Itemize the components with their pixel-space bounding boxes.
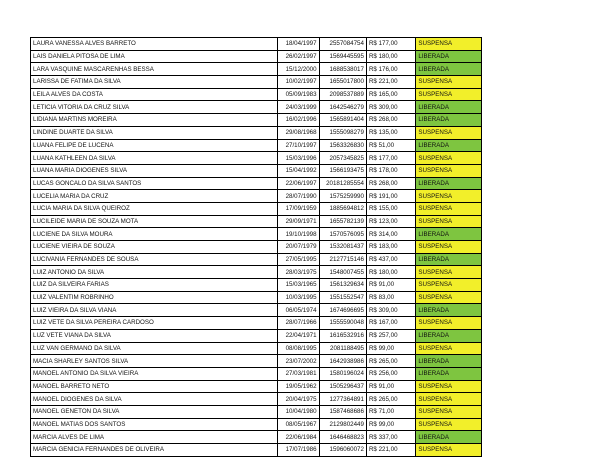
status-cell: SUSPENSA: [416, 279, 482, 292]
name-cell: LUIZ VALENTIM ROBRINHO: [31, 291, 278, 304]
status-cell: SUSPENSA: [416, 444, 482, 457]
table-row[interactable]: [31, 418, 482, 431]
status-cell: LIBERADA: [416, 228, 482, 241]
table-row[interactable]: [31, 228, 482, 241]
amount-cell: R$ 265,00: [366, 393, 415, 406]
birth-date-cell: 20/04/1975: [278, 393, 319, 406]
status-cell: LIBERADA: [416, 63, 482, 76]
id-number-cell: 2557084754: [319, 38, 366, 51]
table-row[interactable]: [31, 342, 482, 355]
name-cell: MANOEL ANTONIO DA SILVA VIEIRA: [31, 367, 278, 380]
id-number-cell: 1548007455: [319, 266, 366, 279]
status-cell: LIBERADA: [416, 253, 482, 266]
id-number-cell: 1277364891: [319, 393, 366, 406]
name-cell: LUANA FELIPE DE LUCENA: [31, 139, 278, 152]
birth-date-cell: 22/04/1971: [278, 329, 319, 342]
amount-cell: R$ 337,00: [366, 431, 415, 444]
id-number-cell: 2098537889: [319, 88, 366, 101]
id-number-cell: 1642546279: [319, 101, 366, 114]
birth-date-cell: 26/02/1997: [278, 50, 319, 63]
amount-cell: R$ 256,00: [366, 367, 415, 380]
id-number-cell: 1885694812: [319, 202, 366, 215]
table-row[interactable]: [31, 253, 482, 266]
id-number-cell: 1575259990: [319, 190, 366, 203]
name-cell: LEILA ALVES DA COSTA: [31, 88, 278, 101]
amount-cell: R$ 180,00: [366, 50, 415, 63]
id-number-cell: 1616532916: [319, 329, 366, 342]
id-number-cell: 1587468686: [319, 405, 366, 418]
amount-cell: R$ 91,00: [366, 380, 415, 393]
id-number-cell: 1642938986: [319, 355, 366, 368]
table-row[interactable]: [31, 241, 482, 254]
table-row[interactable]: [31, 304, 482, 317]
name-cell: LARA VASQUINE MASCARENHAS BESSA: [31, 63, 278, 76]
name-cell: LUIZ VIEIRA DA SILVA VIANA: [31, 304, 278, 317]
name-cell: LUZ VETE VIANA DA SILVA: [31, 329, 278, 342]
birth-date-cell: 29/08/1968: [278, 126, 319, 139]
amount-cell: R$ 265,00: [366, 355, 415, 368]
name-cell: MARCIA ALVES DE LIMA: [31, 431, 278, 444]
birth-date-cell: 10/02/1997: [278, 76, 319, 89]
name-cell: LUIZ VETE DA SILVA PEREIRA CARDOSO: [31, 317, 278, 330]
name-cell: LETICIA VITORIA DA CRUZ SILVA: [31, 101, 278, 114]
status-cell: SUSPENSA: [416, 152, 482, 165]
name-cell: LUIZ DA SILVEIRA FARIAS: [31, 279, 278, 292]
status-cell: LIBERADA: [416, 114, 482, 127]
birth-date-cell: 10/04/1980: [278, 405, 319, 418]
table-row[interactable]: [31, 139, 482, 152]
id-number-cell: 1688538017: [319, 63, 366, 76]
amount-cell: R$ 99,00: [366, 418, 415, 431]
amount-cell: R$ 91,00: [366, 279, 415, 292]
status-cell: SUSPENSA: [416, 126, 482, 139]
records-table: [30, 37, 482, 457]
id-number-cell: 1655017800: [319, 76, 366, 89]
birth-date-cell: 15/04/1992: [278, 164, 319, 177]
status-cell: LIBERADA: [416, 101, 482, 114]
birth-date-cell: 23/07/2002: [278, 355, 319, 368]
status-cell: SUSPENSA: [416, 266, 482, 279]
amount-cell: R$ 268,00: [366, 114, 415, 127]
status-cell: SUSPENSA: [416, 418, 482, 431]
table-row[interactable]: [31, 355, 482, 368]
status-cell: SUSPENSA: [416, 405, 482, 418]
id-number-cell: 1555590048: [319, 317, 366, 330]
birth-date-cell: 10/03/1995: [278, 291, 319, 304]
amount-cell: R$ 176,00: [366, 63, 415, 76]
amount-cell: R$ 309,00: [366, 304, 415, 317]
id-number-cell: 1646468823: [319, 431, 366, 444]
name-cell: MANOEL MATIAS DOS SANTOS: [31, 418, 278, 431]
name-cell: LUCIA MARIA DA SILVA QUEIROZ: [31, 202, 278, 215]
name-cell: LUCELIA MARIA DA CRUZ: [31, 190, 278, 203]
table-row[interactable]: [31, 215, 482, 228]
name-cell: MARCIA GENICIA FERNANDES DE OLIVEIRA: [31, 444, 278, 457]
table-row[interactable]: [31, 101, 482, 114]
id-number-cell: 2129802449: [319, 418, 366, 431]
birth-date-cell: 27/05/1995: [278, 253, 319, 266]
amount-cell: R$ 183,00: [366, 241, 415, 254]
name-cell: LUCIENE VIEIRA DE SOUZA: [31, 241, 278, 254]
birth-date-cell: 22/06/1997: [278, 177, 319, 190]
id-number-cell: 1566193475: [319, 164, 366, 177]
name-cell: MACIA SHARLEY SANTOS SILVA: [31, 355, 278, 368]
birth-date-cell: 29/09/1971: [278, 215, 319, 228]
amount-cell: R$ 191,00: [366, 190, 415, 203]
birth-date-cell: 28/03/1975: [278, 266, 319, 279]
id-number-cell: 20181285554: [319, 177, 366, 190]
birth-date-cell: 08/05/1967: [278, 418, 319, 431]
id-number-cell: 1563326830: [319, 139, 366, 152]
status-cell: SUSPENSA: [416, 38, 482, 51]
birth-date-cell: 17/09/1959: [278, 202, 319, 215]
id-number-cell: 1505296437: [319, 380, 366, 393]
name-cell: LUANA MARIA DIOGENES SILVA: [31, 164, 278, 177]
spreadsheet: [30, 37, 482, 457]
status-cell: SUSPENSA: [416, 317, 482, 330]
id-number-cell: 1555098279: [319, 126, 366, 139]
name-cell: LUANA KATHLEEN DA SILVA: [31, 152, 278, 165]
id-number-cell: 1570576095: [319, 228, 366, 241]
table-row[interactable]: [31, 38, 482, 51]
id-number-cell: 2057345825: [319, 152, 366, 165]
status-cell: LIBERADA: [416, 50, 482, 63]
name-cell: LIDIANA MARTINS MOREIRA: [31, 114, 278, 127]
id-number-cell: 1655782139: [319, 215, 366, 228]
birth-date-cell: 15/03/1965: [278, 279, 319, 292]
id-number-cell: 1532081437: [319, 241, 366, 254]
table-row[interactable]: [31, 190, 482, 203]
table-row[interactable]: [31, 279, 482, 292]
status-cell: LIBERADA: [416, 431, 482, 444]
amount-cell: R$ 165,00: [366, 88, 415, 101]
table-row[interactable]: [31, 202, 482, 215]
name-cell: LARISSA DE FATIMA DA SILVA: [31, 76, 278, 89]
amount-cell: R$ 221,00: [366, 76, 415, 89]
table-row[interactable]: [31, 164, 482, 177]
amount-cell: R$ 135,00: [366, 126, 415, 139]
id-number-cell: 1580196024: [319, 367, 366, 380]
records-table-body: [31, 38, 482, 457]
table-row[interactable]: [31, 88, 482, 101]
amount-cell: R$ 309,00: [366, 101, 415, 114]
name-cell: LUZ VAN GERMANO DA SILVA: [31, 342, 278, 355]
amount-cell: R$ 155,00: [366, 202, 415, 215]
birth-date-cell: 15/12/2000: [278, 63, 319, 76]
status-cell: SUSPENSA: [416, 380, 482, 393]
id-number-cell: 1565891404: [319, 114, 366, 127]
birth-date-cell: 27/03/1981: [278, 367, 319, 380]
birth-date-cell: 17/07/1986: [278, 444, 319, 457]
table-row[interactable]: [31, 291, 482, 304]
birth-date-cell: 16/02/1996: [278, 114, 319, 127]
amount-cell: R$ 123,00: [366, 215, 415, 228]
table-row[interactable]: [31, 393, 482, 406]
amount-cell: R$ 99,00: [366, 342, 415, 355]
birth-date-cell: 28/07/1990: [278, 190, 319, 203]
name-cell: LAIS DANIELA PITOSA DE LIMA: [31, 50, 278, 63]
amount-cell: R$ 71,00: [366, 405, 415, 418]
id-number-cell: 2127715146: [319, 253, 366, 266]
amount-cell: R$ 257,00: [366, 329, 415, 342]
status-cell: SUSPENSA: [416, 291, 482, 304]
birth-date-cell: 22/06/1984: [278, 431, 319, 444]
name-cell: LUIZ ANTONIO DA SILVA: [31, 266, 278, 279]
amount-cell: R$ 51,00: [366, 139, 415, 152]
name-cell: MANOEL DIOGENES DA SILVA: [31, 393, 278, 406]
status-cell: LIBERADA: [416, 304, 482, 317]
amount-cell: R$ 167,00: [366, 317, 415, 330]
table-row[interactable]: [31, 266, 482, 279]
name-cell: MANOEL BARRETO NETO: [31, 380, 278, 393]
status-cell: LIBERADA: [416, 177, 482, 190]
table-row[interactable]: [31, 380, 482, 393]
birth-date-cell: 08/08/1995: [278, 342, 319, 355]
birth-date-cell: 27/10/1997: [278, 139, 319, 152]
status-cell: LIBERADA: [416, 355, 482, 368]
table-row[interactable]: [31, 444, 482, 457]
status-cell: SUSPENSA: [416, 342, 482, 355]
id-number-cell: 1674696695: [319, 304, 366, 317]
amount-cell: R$ 177,00: [366, 152, 415, 165]
id-number-cell: 1596060072: [319, 444, 366, 457]
name-cell: LAURA VANESSA ALVES BARRETO: [31, 38, 278, 51]
birth-date-cell: 24/03/1999: [278, 101, 319, 114]
table-row[interactable]: [31, 317, 482, 330]
status-cell: LIBERADA: [416, 329, 482, 342]
amount-cell: R$ 178,00: [366, 164, 415, 177]
status-cell: SUSPENSA: [416, 190, 482, 203]
amount-cell: R$ 180,00: [366, 266, 415, 279]
name-cell: LUCILEIDE MARIA DE SOUZA MOTA: [31, 215, 278, 228]
table-row[interactable]: [31, 114, 482, 127]
birth-date-cell: 20/07/1979: [278, 241, 319, 254]
table-row[interactable]: [31, 50, 482, 63]
table-row[interactable]: [31, 367, 482, 380]
id-number-cell: 1569445595: [319, 50, 366, 63]
id-number-cell: 1551552547: [319, 291, 366, 304]
table-row[interactable]: [31, 329, 482, 342]
birth-date-cell: 18/04/1997: [278, 38, 319, 51]
status-cell: SUSPENSA: [416, 164, 482, 177]
status-cell: LIBERADA: [416, 367, 482, 380]
name-cell: LINDINE DUARTE DA SILVA: [31, 126, 278, 139]
birth-date-cell: 19/10/1998: [278, 228, 319, 241]
id-number-cell: 2081188495: [319, 342, 366, 355]
name-cell: LUCIENE DA SILVA MOURA: [31, 228, 278, 241]
table-row[interactable]: [31, 177, 482, 190]
status-cell: SUSPENSA: [416, 76, 482, 89]
birth-date-cell: 19/05/1962: [278, 380, 319, 393]
status-cell: SUSPENSA: [416, 215, 482, 228]
id-number-cell: 1561329634: [319, 279, 366, 292]
table-row[interactable]: [31, 76, 482, 89]
birth-date-cell: 15/03/1996: [278, 152, 319, 165]
amount-cell: R$ 83,00: [366, 291, 415, 304]
table-row[interactable]: [31, 152, 482, 165]
table-row[interactable]: [31, 63, 482, 76]
birth-date-cell: 05/09/1983: [278, 88, 319, 101]
status-cell: SUSPENSA: [416, 88, 482, 101]
status-cell: SUSPENSA: [416, 393, 482, 406]
birth-date-cell: 06/05/1974: [278, 304, 319, 317]
table-row[interactable]: [31, 405, 482, 418]
birth-date-cell: 28/07/1966: [278, 317, 319, 330]
table-row[interactable]: [31, 126, 482, 139]
table-row[interactable]: [31, 431, 482, 444]
status-cell: LIBERADA: [416, 139, 482, 152]
amount-cell: R$ 268,00: [366, 177, 415, 190]
name-cell: LUCAS GONCALO DA SILVA SANTOS: [31, 177, 278, 190]
amount-cell: R$ 221,00: [366, 444, 415, 457]
amount-cell: R$ 177,00: [366, 38, 415, 51]
status-cell: SUSPENSA: [416, 202, 482, 215]
status-cell: SUSPENSA: [416, 241, 482, 254]
name-cell: MANOEL GENETON DA SILVA: [31, 405, 278, 418]
amount-cell: R$ 314,00: [366, 228, 415, 241]
amount-cell: R$ 437,00: [366, 253, 415, 266]
name-cell: LUCIVANIA FERNANDES DE SOUSA: [31, 253, 278, 266]
